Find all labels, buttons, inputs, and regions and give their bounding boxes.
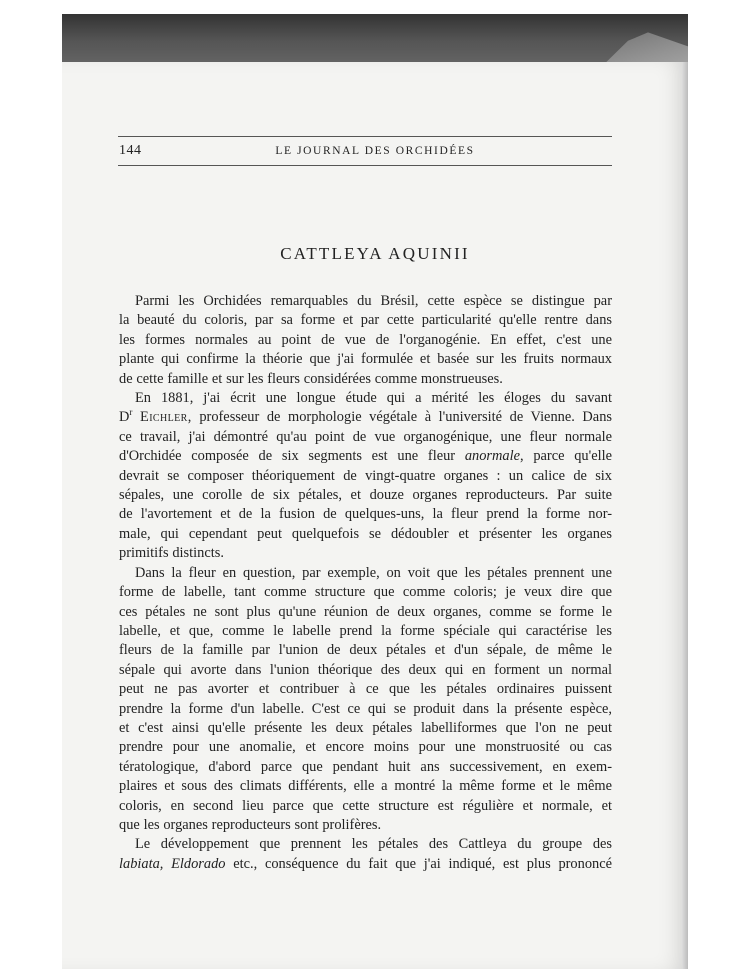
text-line: plante qui confirme la théorie que j'ai formulée et basée sur les fruits normaux: [119, 351, 612, 368]
text-line: coloris, en second lieu parce que cette structure est régulière et normale, et: [119, 797, 612, 814]
text-line: sépale qui avorte dans l'union théorique des deux qui en forment un normal: [119, 661, 612, 678]
text-line: labelle, et que, comme le labelle prend la forme spéciale qui caractérise les: [119, 622, 612, 639]
text-line: En 1881, j'ai écrit une longue étude qui a mérité les éloges du savant: [135, 390, 612, 407]
text-line: ce travail, j'ai démontré qu'au point de vue organogénique, une fleur normale: [119, 428, 612, 445]
text-line: Parmi les Orchidées remarquables du Brésil, cette espèce se distingue par: [135, 293, 612, 309]
text-line-eichler: [119, 408, 612, 427]
page-edge: [682, 62, 688, 969]
text-line: Dans la fleur en question, par exemple, on voit que les pétales prennent une: [135, 564, 612, 581]
text-line: tératologique, d'abord parce que pendant huit ans successivement, en exem-: [119, 758, 612, 775]
doctor-abbrev: D: [119, 409, 130, 426]
text-line: fleurs de la famille par l'union de deux pétales et d'un sépale, de même le: [119, 642, 612, 659]
text-line: primitifs distincts.: [119, 545, 224, 562]
text-line: la beauté du coloris, par sa forme et par cette particularité qu'elle rentre dans: [119, 312, 612, 329]
text-line: que les organes reproducteurs sont prolifères.: [119, 816, 382, 833]
text-line: devrait se composer théoriquement de vingt-quatre organes : un calice de six: [119, 467, 612, 484]
doctor-abbrev-sup: r: [129, 408, 133, 418]
author-name: Eichler,: [140, 409, 192, 426]
text-line: ces pétales ne sont plus qu'une réunion de deux organes, comme se forme le: [119, 603, 612, 620]
text-line: prendre pour une anomalie, et encore moins pour une monstruosité ou cas: [119, 739, 612, 756]
text-line: prendre la forme d'un labelle. C'est ce qui se produit dans la présente espèce,: [119, 700, 612, 717]
text-line: male, qui cependant peut quelquefois se dédoubler et présenter les organes: [119, 525, 612, 542]
text-line: de cette famille et sur les fleurs considérées comme monstrueuses.: [119, 370, 503, 387]
italic-term: anormale: [464, 448, 521, 465]
text-line-rest: etc., conséquence du fait que j'ai indiqué, est plus prononcé: [233, 855, 612, 872]
text-line: les formes normales au point de vue de l'organogénie. En effet, c'est une: [119, 331, 612, 348]
text-line-anormale: [119, 447, 612, 466]
header-rule-bottom: [118, 165, 612, 166]
text-line-part: d'Orchidée composée de six segments est une fleur: [119, 448, 456, 465]
article-body: [119, 292, 612, 874]
text-line: forme de labelle, tant comme structure que comme coloris; je veux dire que: [119, 584, 612, 601]
article-title: CATTLEYA AQUINII: [280, 244, 470, 263]
text-line: de l'avortement et de la fusion de quelques-uns, la fleur prend la forme nor-: [119, 506, 612, 523]
text-line-rest: professeur de morphologie végétale à l'université de Vienne. Dans: [199, 409, 612, 426]
text-line: peut ne pas avorter et contribuer à ce que les pétales ordinaires puissent: [119, 681, 612, 698]
text-line-part: , parce qu'elle: [520, 448, 612, 465]
text-line-labiata: [119, 855, 612, 874]
text-line: Le développement que prennent les pétales des Cattleya du groupe des: [135, 836, 612, 853]
page-number: 144: [119, 143, 142, 158]
italic-species: labiata, Eldorado: [119, 855, 226, 872]
running-head: LE JOURNAL DES ORCHIDÉES: [275, 145, 475, 157]
text-line: et c'est ainsi qu'elle présente les deux pétales labelliformes que l'on ne peut: [119, 719, 612, 736]
text-line: sépales, une corolle de six pétales, et douze organes reproducteurs. Par suite: [119, 487, 612, 504]
text-line: plaires et sous des climats différents, elle a montré la même forme et le même: [119, 778, 612, 795]
header-rule-top: [118, 136, 612, 137]
